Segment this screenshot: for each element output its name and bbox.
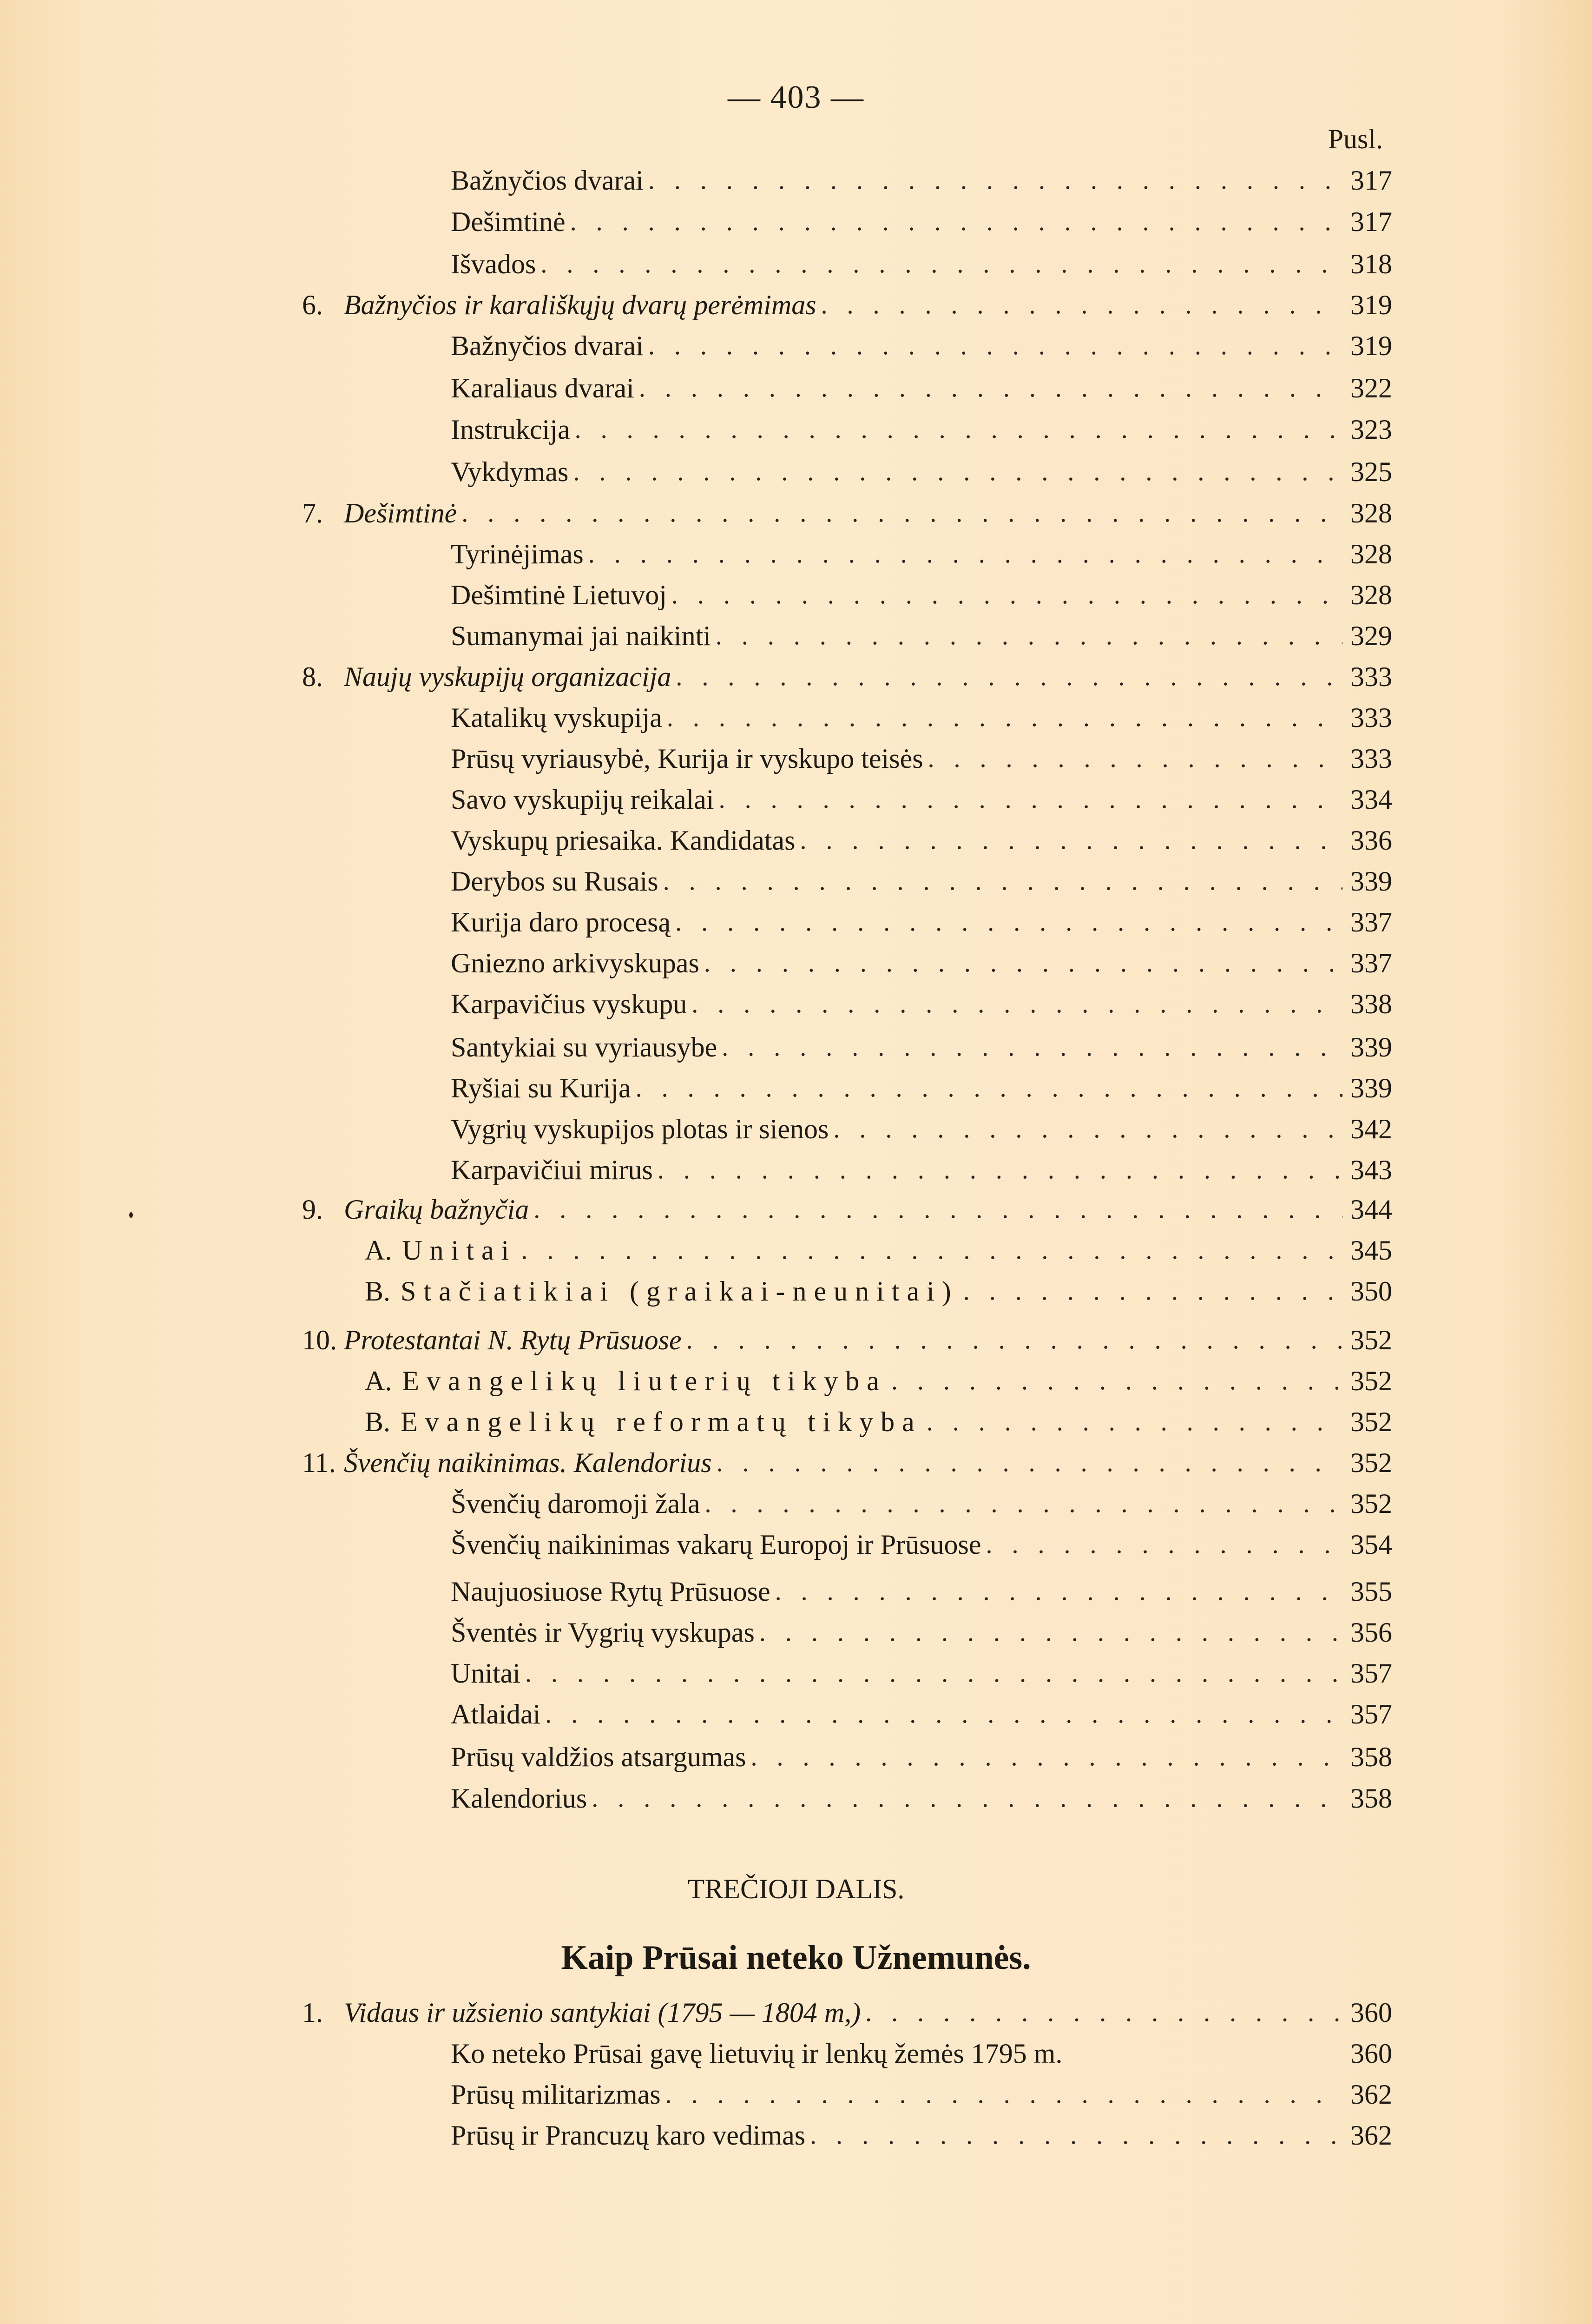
toc-entry-page: 337 bbox=[1350, 948, 1392, 978]
dot-leader bbox=[592, 1780, 1342, 1817]
toc-entry-title: Ryšiai su Kurija bbox=[451, 1073, 631, 1103]
toc-entry-page: 354 bbox=[1350, 1529, 1392, 1560]
toc-entry-page: 357 bbox=[1350, 1699, 1392, 1730]
toc-entry bbox=[451, 245, 1392, 283]
toc-entry-page: 362 bbox=[1350, 2120, 1392, 2151]
toc-entry-page: 333 bbox=[1350, 702, 1392, 733]
toc-entry bbox=[451, 535, 1392, 573]
dot-leader bbox=[759, 1614, 1342, 1651]
toc-chapter-entry bbox=[302, 1191, 1392, 1228]
dot-leader bbox=[986, 1526, 1342, 1563]
toc-entry-page: 336 bbox=[1350, 825, 1392, 856]
toc-entry bbox=[451, 1526, 1392, 1563]
toc-entry-title: Bažnyčios ir karališkųjų dvarų perėmimas bbox=[344, 290, 816, 320]
toc-entry-title: Išvados bbox=[451, 249, 536, 279]
toc-entry bbox=[451, 740, 1392, 777]
toc-entry-page: 352 bbox=[1350, 1447, 1392, 1478]
toc-entry-title: Ko neteko Prūsai gavę lietuvių ir lenkų žemės 1795 m. bbox=[451, 2038, 1063, 2069]
toc-entry-page: 357 bbox=[1350, 1658, 1392, 1689]
toc-entry-title: Bažnyčios dvarai bbox=[451, 330, 644, 361]
dot-leader bbox=[667, 699, 1342, 736]
toc-entry-title: Kurija daro procesą bbox=[451, 907, 671, 938]
toc-entry bbox=[451, 370, 1392, 407]
toc-entry-page: 342 bbox=[1350, 1114, 1392, 1144]
toc-entry-page: 333 bbox=[1350, 661, 1392, 692]
toc-entry-title: Šventės ir Vygrių vyskupas bbox=[451, 1617, 755, 1648]
toc-entry-title: Gniezno arkivyskupas bbox=[451, 948, 699, 978]
toc-entry-page: 350 bbox=[1350, 1276, 1392, 1307]
toc-chapter-entry bbox=[302, 286, 1392, 324]
toc-entry bbox=[451, 1029, 1392, 1066]
toc-entry bbox=[451, 863, 1392, 900]
toc-entry-page: 319 bbox=[1350, 290, 1392, 320]
toc-entry-title: Prūsų militarizmas bbox=[451, 2079, 661, 2110]
toc-entry-title: Prūsų valdžios atsargumas bbox=[451, 1742, 746, 1772]
toc-entry-title: Vidaus ir užsienio santykiai (1795 — 1804 m,) bbox=[344, 1997, 861, 2028]
toc-entry-number: 8. bbox=[302, 661, 323, 692]
toc-entry bbox=[451, 985, 1392, 1023]
toc-entry bbox=[451, 822, 1392, 859]
toc-entry-number: A. bbox=[365, 1235, 392, 1266]
toc-entry-title: Bažnyčios dvarai bbox=[451, 165, 644, 196]
toc-part-entry bbox=[365, 1362, 1392, 1400]
toc-entry-title: Karpavičius vyskupu bbox=[451, 989, 687, 1019]
toc-entry bbox=[451, 2117, 1392, 2154]
toc-entry bbox=[451, 904, 1392, 941]
toc-entry-page: 328 bbox=[1350, 498, 1392, 528]
dot-leader bbox=[704, 944, 1342, 982]
toc-entry-page: 358 bbox=[1350, 1742, 1392, 1772]
dot-leader bbox=[750, 1738, 1342, 1776]
toc-entry-page: 328 bbox=[1350, 580, 1392, 610]
toc-part-entry bbox=[365, 1403, 1392, 1440]
dot-leader bbox=[545, 1696, 1342, 1733]
toc-entry-title: Vygrių vyskupijos plotas ir sienos bbox=[451, 1114, 829, 1144]
toc-entry-page: 352 bbox=[1350, 1406, 1392, 1437]
toc-entry bbox=[451, 1780, 1392, 1817]
toc-entry bbox=[451, 327, 1392, 364]
page-number: — 403 — bbox=[728, 79, 864, 115]
dot-leader bbox=[521, 1232, 1342, 1269]
dot-leader bbox=[648, 162, 1342, 199]
toc-entry bbox=[451, 617, 1392, 654]
toc-entry bbox=[451, 1655, 1392, 1692]
toc-entry-page: 325 bbox=[1350, 456, 1392, 487]
dot-leader bbox=[800, 822, 1342, 859]
page-column-header: Pusl. bbox=[1328, 124, 1383, 154]
dot-leader bbox=[636, 1070, 1342, 1107]
toc-entry-title: Švenčių naikinimas vakarų Europoj ir Prūsuose bbox=[451, 1529, 981, 1560]
dot-leader bbox=[717, 1444, 1342, 1481]
toc-entry-page: 322 bbox=[1350, 373, 1392, 403]
toc-entry-title: Dešimtinė bbox=[451, 206, 566, 237]
toc-entry bbox=[451, 1614, 1392, 1651]
toc-entry-number: 1. bbox=[302, 1997, 323, 2028]
toc-entry-page: 352 bbox=[1350, 1325, 1392, 1355]
dot-leader bbox=[928, 740, 1342, 777]
toc-entry bbox=[451, 576, 1392, 614]
toc-entry bbox=[451, 203, 1392, 240]
dot-leader bbox=[533, 1191, 1342, 1228]
toc-entry bbox=[451, 2076, 1392, 2113]
toc-entry-title: Graikų bažnyčia bbox=[344, 1194, 529, 1225]
toc-entry-title: Derybos su Rusais bbox=[451, 866, 658, 897]
toc-entry-title: Prūsų ir Prancuzų karo vedimas bbox=[451, 2120, 806, 2151]
dot-leader bbox=[675, 904, 1342, 941]
toc-entry-page: 344 bbox=[1350, 1194, 1392, 1225]
toc-entry-page: 343 bbox=[1350, 1155, 1392, 1185]
dot-leader bbox=[671, 576, 1342, 614]
toc-entry-title: Unitai bbox=[451, 1658, 520, 1689]
toc-entry bbox=[451, 162, 1392, 199]
toc-entry-page: 339 bbox=[1350, 866, 1392, 897]
toc-entry-title: Atlaidai bbox=[451, 1699, 541, 1730]
toc-entry-title: Naujuosiuose Rytų Prūsuose bbox=[451, 1576, 770, 1607]
dot-leader bbox=[658, 1151, 1342, 1188]
dot-leader bbox=[648, 327, 1342, 364]
toc-entry-page: 323 bbox=[1350, 414, 1392, 445]
dot-leader bbox=[676, 658, 1342, 695]
toc-entry-page: 339 bbox=[1350, 1073, 1392, 1103]
toc-entry bbox=[451, 944, 1392, 982]
toc-entry-title: Kalendorius bbox=[451, 1783, 587, 1814]
toc-chapter-entry bbox=[302, 658, 1392, 695]
toc-entry-page: 352 bbox=[1350, 1366, 1392, 1396]
dot-leader bbox=[719, 781, 1342, 818]
dot-leader bbox=[891, 1362, 1342, 1400]
toc-entry-title: Stačiatikiai (graikai-neunitai) bbox=[401, 1276, 959, 1307]
toc-chapter-entry bbox=[302, 1321, 1392, 1359]
toc-entry-title: Karaliaus dvarai bbox=[451, 373, 634, 403]
toc-part-entry bbox=[365, 1273, 1392, 1310]
toc-entry-page: 360 bbox=[1350, 1997, 1392, 2028]
toc-entry-title: Instrukcija bbox=[451, 414, 570, 445]
toc-entry bbox=[451, 1485, 1392, 1522]
toc-entry-page: 333 bbox=[1350, 743, 1392, 774]
toc-chapter-entry bbox=[302, 495, 1392, 532]
dot-leader bbox=[716, 617, 1342, 654]
toc-entry-title: Dešimtinė bbox=[344, 498, 457, 528]
toc-entry-title: Katalikų vyskupija bbox=[451, 702, 662, 733]
toc-entry-number: B. bbox=[365, 1406, 391, 1437]
toc-entry-title: Savo vyskupijų reikalai bbox=[451, 784, 714, 815]
toc-entry-page: 345 bbox=[1350, 1235, 1392, 1266]
toc-entry-page: 319 bbox=[1350, 330, 1392, 361]
toc-entry-title: Sumanymai jai naikinti bbox=[451, 621, 711, 651]
dot-leader bbox=[722, 1029, 1342, 1066]
toc-entry-page: 360 bbox=[1350, 2038, 1392, 2069]
toc-entry-title: Protestantai N. Rytų Prūsuose bbox=[344, 1325, 682, 1355]
toc-entry bbox=[451, 453, 1392, 490]
toc-entry bbox=[451, 1110, 1392, 1148]
toc-entry-page: 339 bbox=[1350, 1032, 1392, 1063]
toc-entry bbox=[451, 781, 1392, 818]
dot-leader bbox=[775, 1573, 1342, 1610]
part-title: TREČIOJI DALIS. bbox=[687, 1874, 905, 1904]
toc-entry bbox=[451, 2035, 1392, 2072]
toc-entry-title: Švenčių naikinimas. Kalendorius bbox=[344, 1447, 712, 1478]
dot-leader bbox=[573, 453, 1342, 490]
dot-leader bbox=[963, 1273, 1342, 1310]
dot-leader bbox=[865, 1994, 1342, 2031]
toc-entry-title: Evangelikų reformatų tikyba bbox=[401, 1406, 922, 1437]
dot-leader bbox=[570, 203, 1342, 240]
toc-entry-title: Vykdymas bbox=[451, 456, 569, 487]
toc-part-entry bbox=[365, 1232, 1392, 1269]
toc-entry bbox=[451, 699, 1392, 736]
dot-leader bbox=[663, 863, 1342, 900]
toc-entry-title: Evangelikų liuterių tikyba bbox=[402, 1366, 887, 1396]
toc-entry-title: Santykiai su vyriausybe bbox=[451, 1032, 717, 1063]
toc-chapter-entry bbox=[302, 1444, 1392, 1481]
toc-entry-page: 328 bbox=[1350, 539, 1392, 569]
dot-leader bbox=[639, 370, 1342, 407]
toc-entry-number: B. bbox=[365, 1276, 391, 1307]
toc-entry bbox=[451, 1070, 1392, 1107]
dot-leader bbox=[525, 1655, 1342, 1692]
toc-entry-title: Tyrinėjimas bbox=[451, 539, 584, 569]
toc-entry-page: 337 bbox=[1350, 907, 1392, 938]
toc-entry bbox=[451, 1573, 1392, 1610]
toc-entry-page: 317 bbox=[1350, 165, 1392, 196]
dot-leader bbox=[821, 286, 1342, 324]
toc-entry-page: 318 bbox=[1350, 249, 1392, 279]
dot-leader bbox=[833, 1110, 1342, 1148]
dot-leader bbox=[927, 1403, 1342, 1440]
toc-entry-page: 358 bbox=[1350, 1783, 1392, 1814]
toc-entry-page: 338 bbox=[1350, 989, 1392, 1019]
toc-entry bbox=[451, 1738, 1392, 1776]
dot-leader bbox=[575, 411, 1342, 448]
toc-entry-number: 9. bbox=[302, 1194, 323, 1225]
toc-entry-number: A. bbox=[365, 1366, 392, 1396]
dot-leader bbox=[588, 535, 1342, 573]
toc-chapter-entry bbox=[302, 1994, 1392, 2031]
toc-entry-title: Unitai bbox=[402, 1235, 517, 1266]
toc-entry-title: Karpavičiui mirus bbox=[451, 1155, 653, 1185]
toc-entry-number: 6. bbox=[302, 290, 323, 320]
toc-entry bbox=[451, 1696, 1392, 1733]
toc-entry-page: 329 bbox=[1350, 621, 1392, 651]
dot-leader bbox=[810, 2117, 1342, 2154]
toc-entry-number: 11. bbox=[302, 1447, 336, 1478]
dot-leader bbox=[461, 495, 1342, 532]
dot-leader bbox=[540, 245, 1342, 283]
dot-leader bbox=[665, 2076, 1342, 2113]
toc-entry-page: 355 bbox=[1350, 1576, 1392, 1607]
toc-entry-page: 362 bbox=[1350, 2079, 1392, 2110]
toc-entry-title: Dešimtinė Lietuvoj bbox=[451, 580, 667, 610]
dot-leader bbox=[691, 985, 1342, 1023]
toc-entry-title: Prūsų vyriausybė, Kurija ir vyskupo teisės bbox=[451, 743, 923, 774]
toc-entry-page: 317 bbox=[1350, 206, 1392, 237]
toc-entry-page: 352 bbox=[1350, 1488, 1392, 1519]
toc-entry-title: Vyskupų priesaika. Kandidatas bbox=[451, 825, 796, 856]
toc-entry-title: Naujų vyskupijų organizacija bbox=[344, 661, 671, 692]
toc-entry-number: 10. bbox=[302, 1325, 337, 1355]
part-heading: Kaip Prūsai neteko Užnemunės. bbox=[561, 1939, 1031, 1977]
toc-entry bbox=[451, 411, 1392, 448]
toc-entry bbox=[451, 1151, 1392, 1188]
dot-leader bbox=[686, 1321, 1342, 1359]
dot-leader bbox=[704, 1485, 1342, 1522]
toc-entry-page: 334 bbox=[1350, 784, 1392, 815]
toc-entry-page: 356 bbox=[1350, 1617, 1392, 1648]
toc-entry-title: Švenčių daromoji žala bbox=[451, 1488, 700, 1519]
ink-speck bbox=[129, 1212, 133, 1218]
toc-entry-number: 7. bbox=[302, 498, 323, 528]
